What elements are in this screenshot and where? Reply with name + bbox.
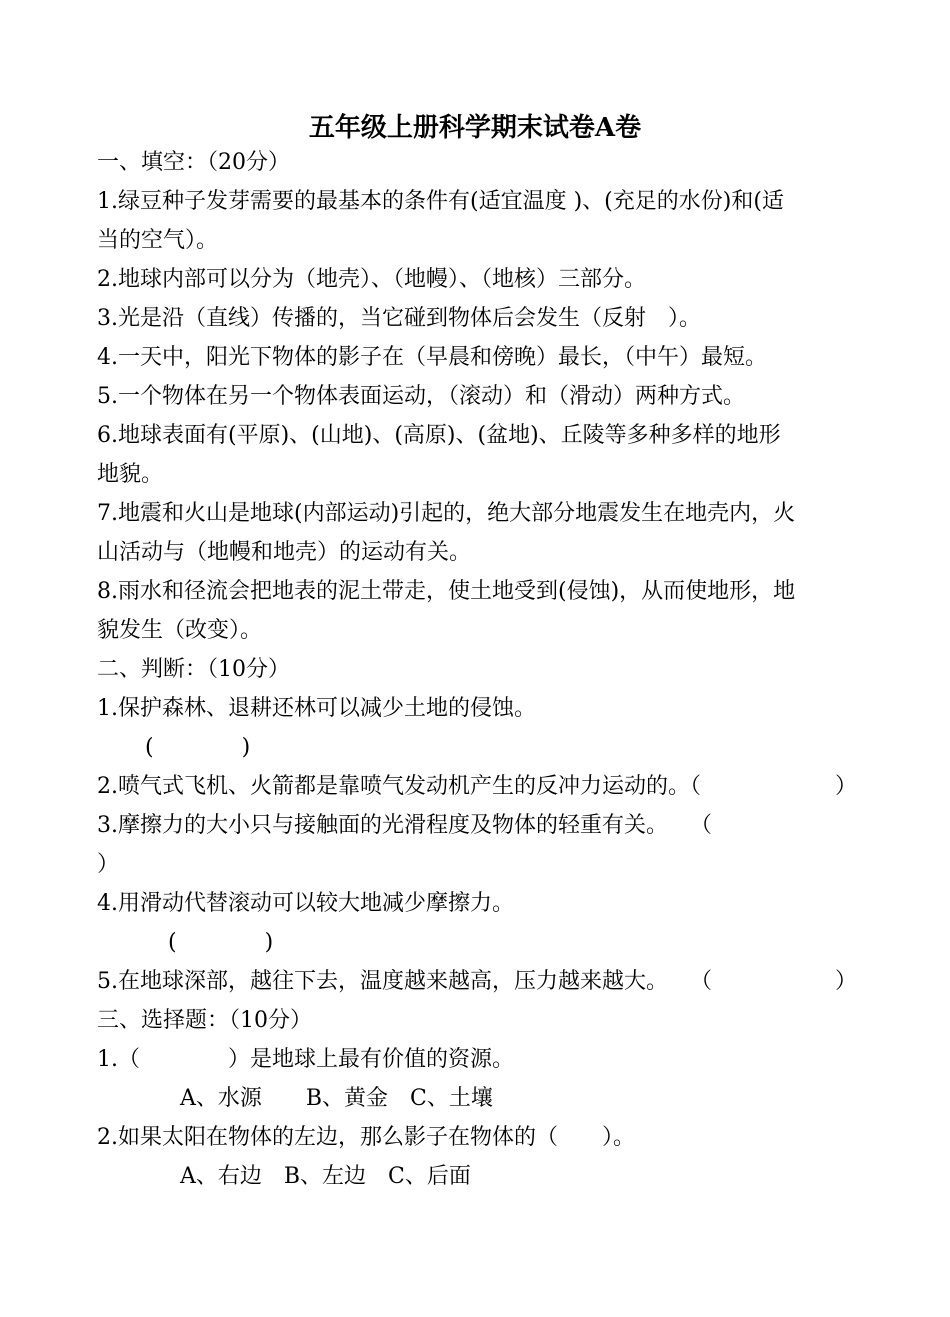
section-heading-fill: 一、填空：（20分） bbox=[97, 150, 290, 175]
judge-answer-blank-3-close: ） bbox=[97, 852, 120, 877]
fill-question-5: 5.一个物体在另一个物体表面运动，（滚动）和（滑动）两种方式。 bbox=[97, 384, 745, 409]
page-title: 五年级上册科学期末试卷A卷 bbox=[308, 113, 642, 143]
judge-answer-blank-2-close: ） bbox=[834, 774, 857, 799]
fill-question-6-cont: 地貌。 bbox=[97, 462, 164, 487]
judge-question-4: 4.用滑动代替滚动可以较大地减少摩擦力。 bbox=[97, 891, 514, 916]
judge-question-2 bbox=[97, 768, 857, 806]
judge-answer-blank-1: ( ) bbox=[145, 735, 251, 760]
judge-answer-blank-4: ( ) bbox=[168, 930, 274, 955]
fill-question-6: 6.地球表面有(平原)、(山地)、(高原)、(盆地)、丘陵等多种多样的地形 bbox=[97, 423, 781, 448]
judge-question-5-text: 5.在地球深部，越往下去，温度越来越高，压力越来越大。 （ bbox=[97, 969, 712, 994]
fill-question-3: 3.光是沿（直线）传播的，当它碰到物体后会发生（反射 ）。 bbox=[97, 306, 701, 331]
fill-question-8-cont: 貌发生（改变）。 bbox=[97, 618, 263, 643]
choice-question-2-options: A、右边 B、左边 C、后面 bbox=[180, 1164, 471, 1189]
choice-question-1-options: A、水源 B、黄金 C、土壤 bbox=[180, 1086, 493, 1111]
section-heading-judge: 二、判断：（10分） bbox=[97, 657, 290, 682]
choice-question-2: 2.如果太阳在物体的左边，那么影子在物体的（ ）。 bbox=[97, 1125, 635, 1150]
fill-question-7-cont: 山活动与（地幔和地壳）的运动有关。 bbox=[97, 540, 472, 565]
judge-question-3: 3.摩擦力的大小只与接触面的光滑程度及物体的轻重有关。 （ bbox=[97, 813, 712, 838]
fill-question-2: 2.地球内部可以分为（地壳）、（地幔）、（地核）三部分。 bbox=[97, 267, 646, 292]
fill-question-1: 1.绿豆种子发芽需要的最基本的条件有(适宜温度 )、(充足的水份)和(适 bbox=[97, 189, 784, 214]
fill-question-4: 4.一天中，阳光下物体的影子在（早晨和傍晚）最长，（中午）最短。 bbox=[97, 345, 767, 370]
judge-question-1: 1.保护森林、退耕还林可以减少土地的侵蚀。 bbox=[97, 696, 536, 721]
fill-question-8: 8.雨水和径流会把地表的泥土带走，使土地受到(侵蚀)，从而使地形，地 bbox=[97, 579, 796, 604]
judge-question-2-text: 2.喷气式飞机、火箭都是靠喷气发动机产生的反冲力运动的。（ bbox=[97, 774, 701, 799]
fill-question-7: 7.地震和火山是地球(内部运动)引起的，绝大部分地震发生在地壳内，火 bbox=[97, 501, 796, 526]
choice-question-1: 1.（ ）是地球上最有价值的资源。 bbox=[97, 1047, 514, 1072]
judge-answer-blank-5-close: ） bbox=[834, 969, 857, 994]
section-heading-choice: 三、选择题：（10分） bbox=[97, 1008, 312, 1033]
judge-question-5 bbox=[97, 963, 857, 1001]
fill-question-1-cont: 当的空气）。 bbox=[97, 228, 219, 253]
